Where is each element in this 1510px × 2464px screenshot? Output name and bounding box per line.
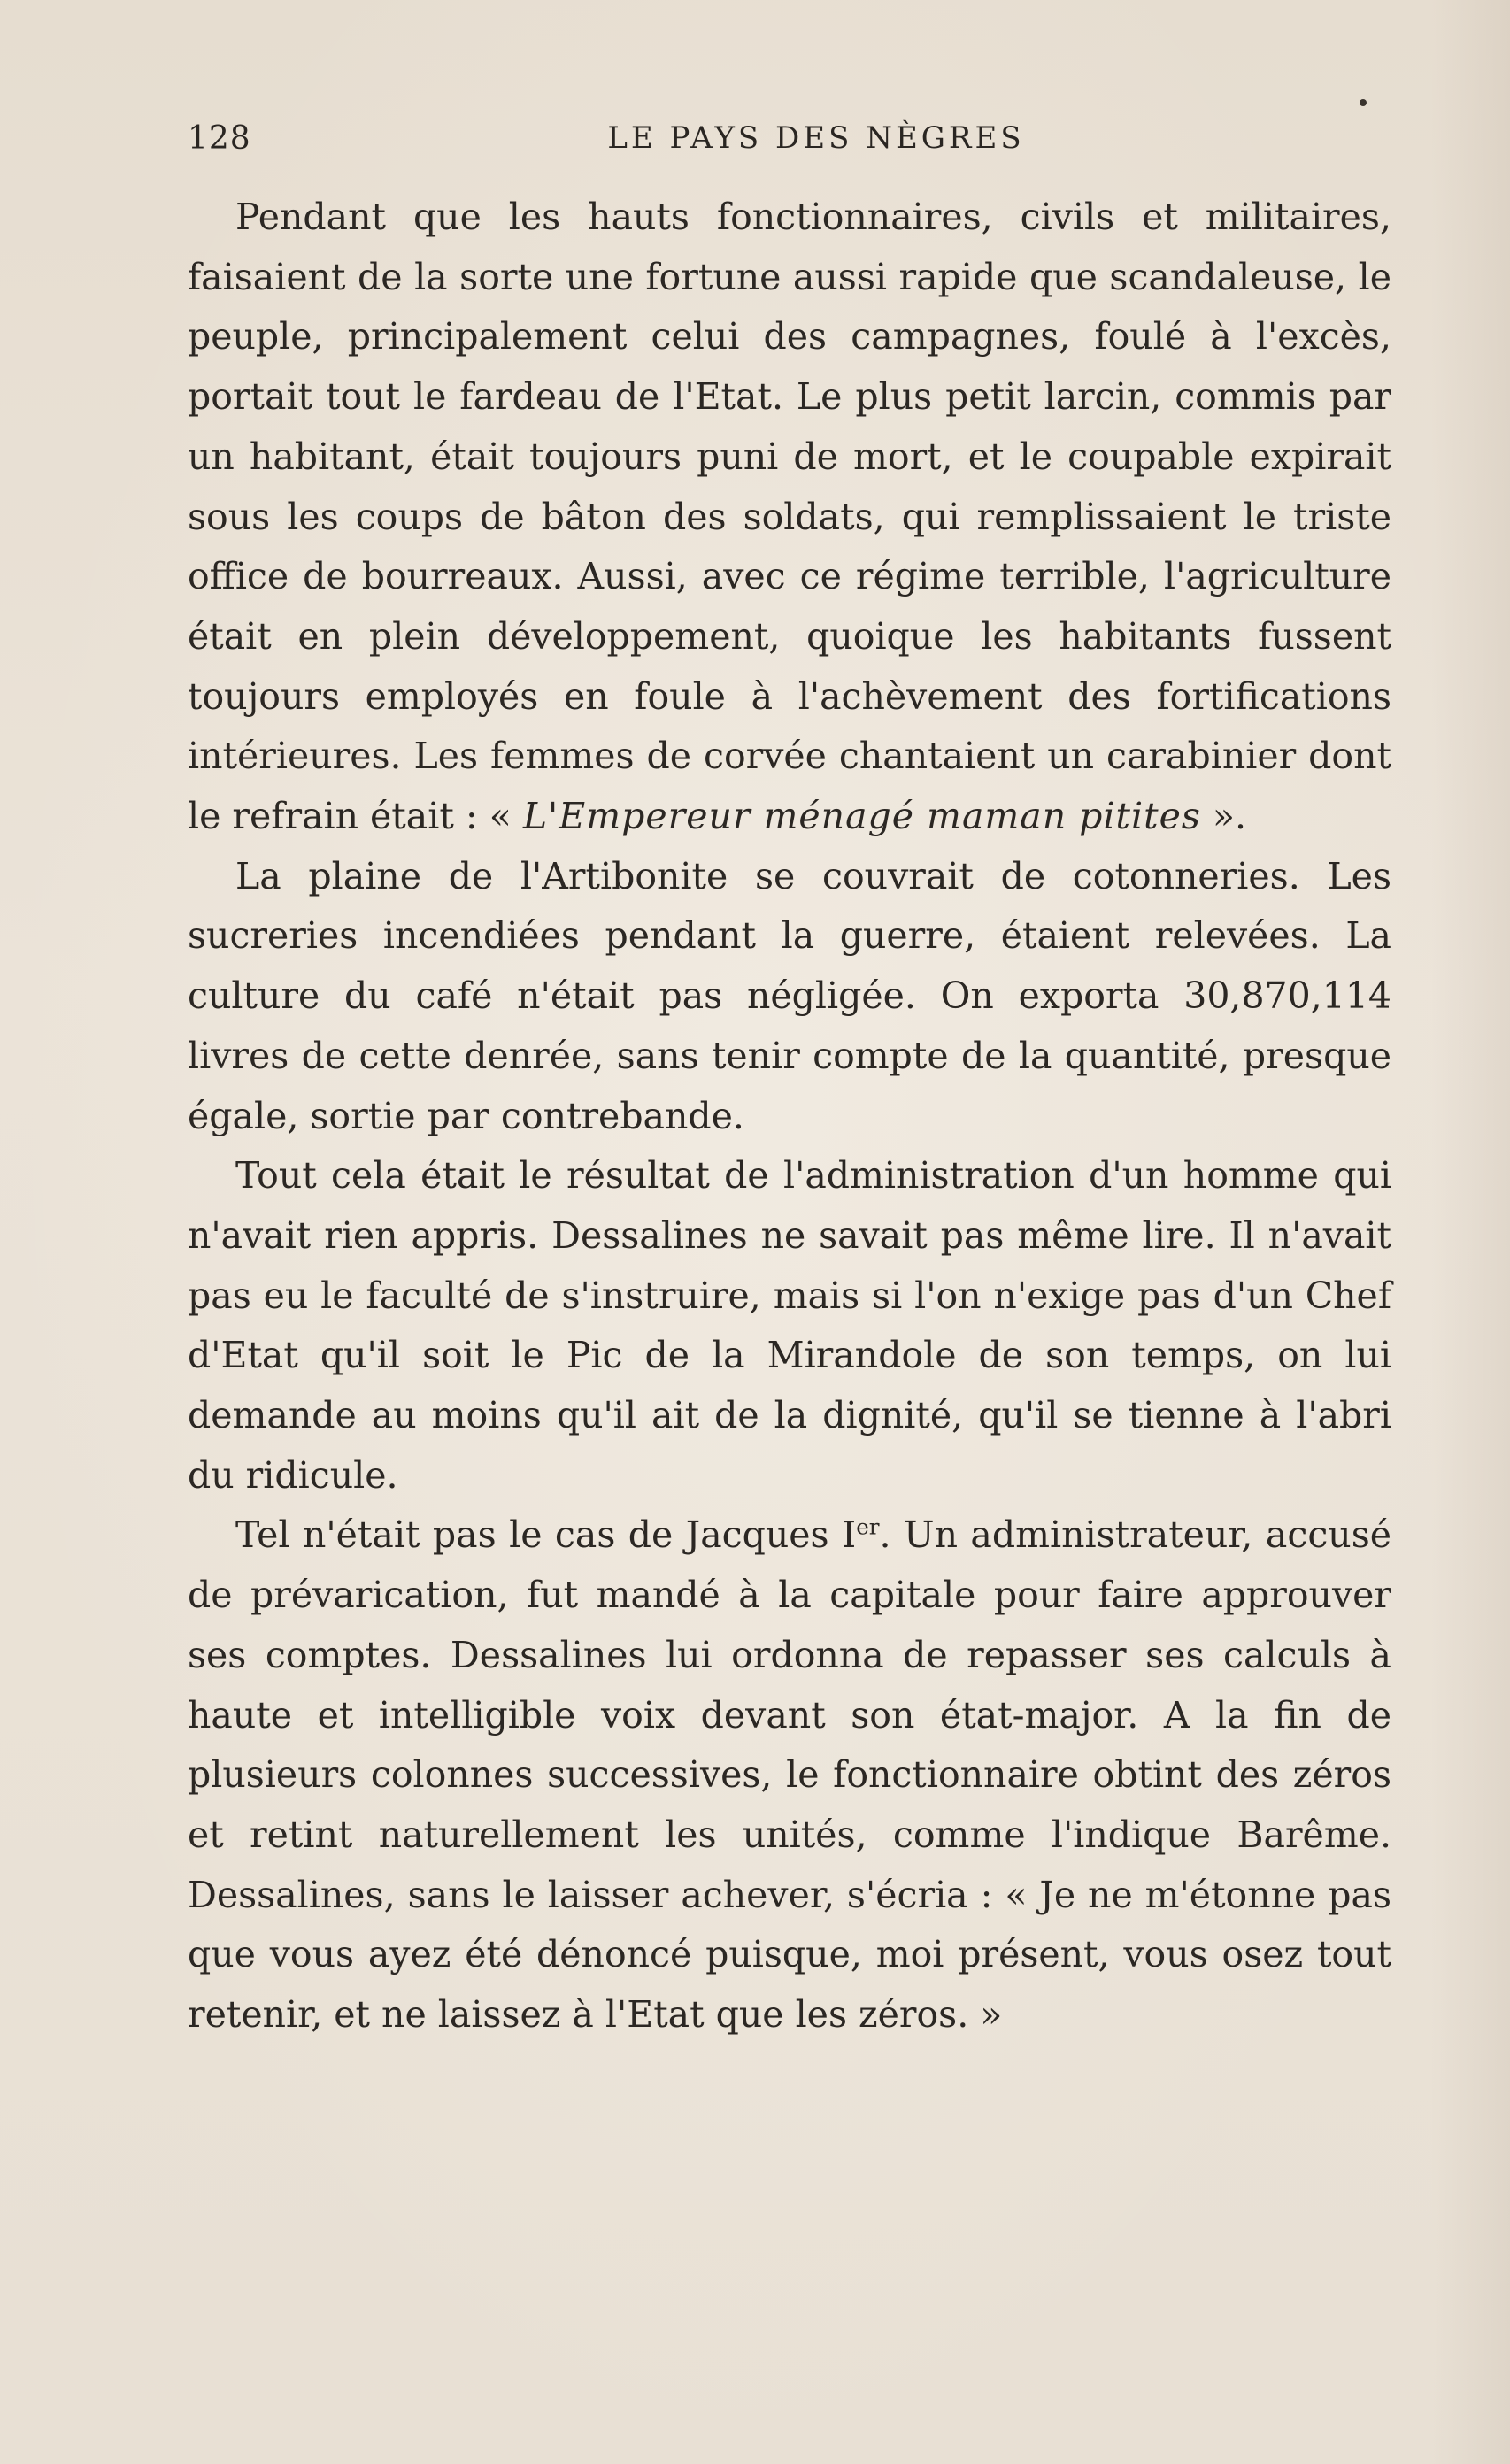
paragraph-4-rest: . Un administrateur, accusé de prévarication, fut mandé à la capitale pour faire approuver ses comptes. Dessalines lui ordonna de repasser ses calculs à haute et intelligible voix devant son état-major. A la fin de plusieurs colonnes successives, le fonctionnaire obtint des zéros et retint naturellement les unités, comme l'indique Barême. Dessalines, sans le laisser achever, s'écria : « Je ne m'étonne pas que vous ayez été dénoncé puisque, moi présent, vous osez tout retenir, et ne laissez à l'Etat que les zéros. » [188, 1513, 1391, 2037]
paragraph-4 [188, 1505, 1391, 2044]
body-text [188, 188, 1391, 2045]
running-title: LE PAYS DES NÈGRES [607, 120, 1025, 156]
paragraph-4-text: Tel n'était pas le cas de Jacques I [235, 1513, 857, 1557]
page-speck [1360, 99, 1367, 106]
page-number: 128 [188, 120, 251, 157]
paragraph-1 [188, 188, 1391, 847]
song-refrain: L'Empereur ménagé maman pitites [522, 795, 1201, 838]
running-header [188, 120, 1391, 165]
paragraph-1-end: ». [1200, 795, 1247, 838]
ordinal-superscript: er [856, 1513, 880, 1540]
paragraph-1-text: Pendant que les hauts fonctionnaires, civils et militaires, faisaient de la sorte une fortune aussi rapide que scandaleuse, le peuple, principalement celui des campagnes, foulé à l'excès, portait tout le fardeau de l'Etat. Le plus petit larcin, commis par un habitant, était toujours puni de mort, et le coupable expirait sous les coups de bâton des soldats, qui remplissaient le triste office de bourreaux. Aussi, avec ce régime terrible, l'agriculture était en plein développement, quoique les habitants fussent toujours employés en foule à l'achèvement des fortifications intérieures. Les femmes de corvée chantaient un carabinier dont le refrain était : « [188, 196, 1391, 838]
paragraph-3: Tout cela était le résultat de l'administration d'un homme qui n'avait rien appris. Dessalines ne savait pas même lire. Il n'avait pas eu le faculté de s'instruire, mais si l'on n'exige pas d'un Chef d'Etat qu'il soit le Pic de la Mirandole de son temps, on lui demande au moins qu'il ait de la dignité, qu'il se tienne à l'abri du ridicule. [188, 1154, 1391, 1497]
paragraph-2: La plaine de l'Artibonite se couvrait de cotonneries. Les sucreries incendiées pendant la guerre, étaient relevées. La culture du café n'était pas négligée. On exporta 30,870,114 livres de cette denrée, sans tenir compte de la quantité, presque égale, sortie par contrebande. [188, 854, 1391, 1137]
